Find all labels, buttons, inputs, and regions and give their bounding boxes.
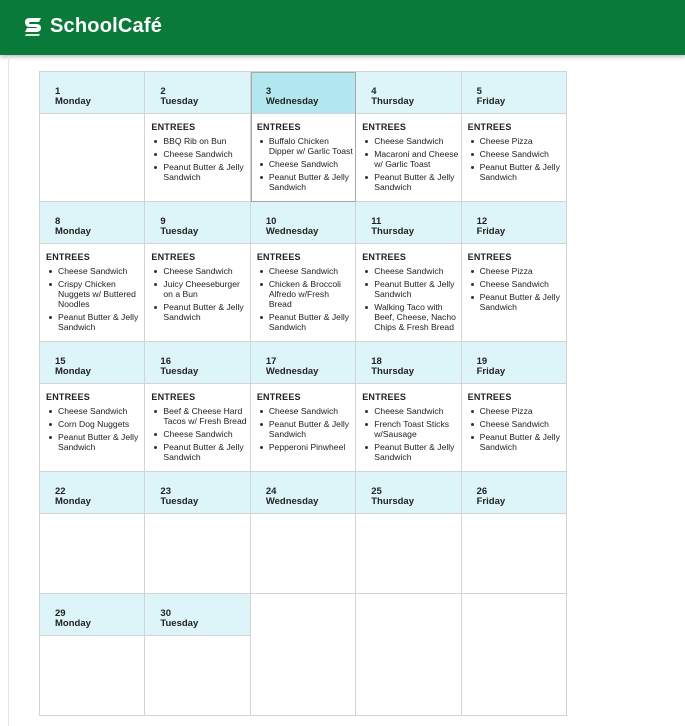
- day-header: [40, 72, 144, 114]
- day-name: Friday: [476, 366, 506, 377]
- calendar-day-29[interactable]: [40, 594, 145, 716]
- entree-item[interactable]: Peanut Butter & Jelly Sandwich: [151, 302, 247, 322]
- entree-item[interactable]: Cheese Pizza: [468, 266, 564, 276]
- entree-item[interactable]: Crispy Chicken Nuggets w/ Buttered Noodles: [46, 279, 142, 309]
- day-menu: [251, 514, 355, 522]
- day-header: [251, 472, 355, 514]
- day-menu: [145, 244, 249, 322]
- calendar-day-1[interactable]: [40, 72, 145, 202]
- day-header: [356, 342, 460, 384]
- calendar-day-10[interactable]: [251, 202, 356, 342]
- day-menu: [40, 514, 144, 522]
- calendar-day-11[interactable]: [356, 202, 461, 342]
- day-name: Tuesday: [160, 496, 199, 507]
- entree-item[interactable]: Cheese Sandwich: [257, 406, 353, 416]
- day-number: 8: [55, 216, 61, 227]
- entree-item[interactable]: Peanut Butter & Jelly Sandwich: [257, 172, 353, 192]
- menu-calendar: [39, 71, 567, 716]
- day-name: Tuesday: [160, 226, 199, 237]
- day-number: 19: [476, 356, 488, 367]
- entree-list: [468, 136, 564, 182]
- entree-item[interactable]: Cheese Sandwich: [151, 266, 247, 276]
- entree-item[interactable]: Peanut Butter & Jelly Sandwich: [151, 162, 247, 182]
- calendar-day-15[interactable]: [40, 342, 145, 472]
- entree-item[interactable]: Cheese Sandwich: [362, 266, 458, 276]
- entree-list: [468, 266, 564, 312]
- entree-item[interactable]: Pepperoni Pinwheel: [257, 442, 353, 452]
- entree-item[interactable]: Cheese Sandwich: [257, 159, 353, 169]
- calendar-day-30[interactable]: [145, 594, 250, 716]
- calendar-day-16[interactable]: [145, 342, 250, 472]
- day-number: 2: [160, 86, 166, 97]
- entrees-label: ENTREES: [151, 122, 196, 132]
- entree-item[interactable]: Cheese Sandwich: [46, 266, 142, 276]
- calendar-week: [40, 594, 567, 716]
- entree-item[interactable]: Peanut Butter & Jelly Sandwich: [257, 419, 353, 439]
- calendar-day-12[interactable]: [462, 202, 567, 342]
- day-header: [145, 594, 249, 636]
- day-header: [462, 342, 566, 384]
- day-menu: [462, 514, 566, 522]
- calendar-day-23[interactable]: [145, 472, 250, 594]
- entree-list: [468, 406, 564, 452]
- calendar-day-2[interactable]: [145, 72, 250, 202]
- entree-item[interactable]: Cheese Pizza: [468, 406, 564, 416]
- day-number: 30: [160, 608, 171, 619]
- schoolcafe-swirl-icon: [22, 15, 44, 37]
- calendar-day-22[interactable]: [40, 472, 145, 594]
- day-name: Friday: [476, 496, 506, 507]
- entree-item[interactable]: Cheese Sandwich: [468, 419, 564, 429]
- day-menu: [462, 384, 566, 452]
- day-menu: [145, 514, 249, 522]
- day-name: Monday: [55, 96, 91, 107]
- day-number: 24: [265, 486, 277, 497]
- calendar-day-9[interactable]: [145, 202, 250, 342]
- day-number: 10: [265, 216, 277, 227]
- day-number: 23: [160, 486, 171, 497]
- entrees-label: ENTREES: [256, 392, 301, 402]
- day-menu: [145, 114, 249, 182]
- day-menu: [40, 244, 144, 332]
- day-header: [40, 202, 144, 244]
- calendar-day-18[interactable]: [356, 342, 461, 472]
- day-header: [145, 472, 249, 514]
- day-menu: [40, 636, 144, 644]
- day-header: [462, 472, 566, 514]
- day-menu: [356, 384, 460, 462]
- calendar-day-24[interactable]: [251, 472, 356, 594]
- day-header: [145, 342, 249, 384]
- day-menu: [145, 636, 249, 644]
- calendar-week: [40, 202, 567, 342]
- entree-list: [257, 266, 353, 332]
- entrees-label: ENTREES: [362, 392, 407, 402]
- page-divider: [8, 56, 9, 726]
- entree-item[interactable]: BBQ Rib on Bun: [151, 136, 247, 146]
- entree-item[interactable]: Peanut Butter & Jelly Sandwich: [362, 172, 458, 192]
- day-name: Thursday: [371, 496, 414, 507]
- day-number: 25: [371, 486, 382, 497]
- day-header: [40, 342, 144, 384]
- entree-item[interactable]: Cheese Sandwich: [362, 406, 458, 416]
- empty-day-cell: [356, 594, 461, 716]
- day-number: 22: [55, 486, 66, 497]
- day-name: Friday: [476, 226, 506, 237]
- day-name: Thursday: [371, 96, 414, 107]
- day-menu: [251, 384, 355, 452]
- entree-item[interactable]: Peanut Butter & Jelly Sandwich: [46, 312, 142, 332]
- day-name: Monday: [55, 496, 91, 507]
- day-menu: [251, 244, 355, 332]
- day-name: Wednesday: [265, 226, 319, 237]
- app-header: [0, 0, 685, 55]
- day-name: Wednesday: [265, 96, 319, 107]
- entree-list: [362, 266, 458, 332]
- day-menu: [356, 114, 460, 192]
- day-menu: [462, 244, 566, 312]
- calendar-day-26[interactable]: [462, 472, 567, 594]
- day-header: [356, 72, 460, 114]
- entree-list: [46, 406, 142, 452]
- day-number: 3: [265, 86, 272, 97]
- day-number: 11: [371, 216, 382, 227]
- entree-item[interactable]: Cheese Sandwich: [362, 136, 458, 146]
- day-name: Wednesday: [265, 366, 319, 377]
- day-number: 1: [55, 86, 61, 97]
- entree-item[interactable]: Cheese Sandwich: [468, 149, 564, 159]
- calendar-day-8[interactable]: [40, 202, 145, 342]
- day-number: 15: [55, 356, 66, 367]
- calendar-week: [40, 342, 567, 472]
- day-number: 17: [265, 356, 277, 367]
- day-header: [145, 202, 249, 244]
- entree-list: [257, 406, 353, 452]
- entree-item[interactable]: Cheese Sandwich: [151, 149, 247, 159]
- entree-list: [151, 266, 247, 322]
- day-header: [40, 472, 144, 514]
- entrees-label: ENTREES: [46, 252, 90, 262]
- calendar-day-4[interactable]: [356, 72, 461, 202]
- day-name: Friday: [476, 96, 506, 107]
- calendar-day-3[interactable]: [251, 72, 356, 202]
- calendar-week: [40, 472, 567, 594]
- entree-item[interactable]: Macaroni and Cheese w/ Garlic Toast: [362, 149, 458, 169]
- entree-list: [362, 406, 458, 462]
- day-header: [462, 202, 566, 244]
- entree-item[interactable]: Peanut Butter & Jelly Sandwich: [468, 292, 564, 312]
- day-number: 9: [160, 216, 166, 227]
- entree-list: [151, 406, 247, 462]
- day-menu: [145, 384, 249, 462]
- day-number: 29: [55, 608, 66, 619]
- brand-logo[interactable]: [22, 13, 162, 39]
- day-header: [251, 342, 355, 384]
- day-number: 18: [371, 356, 382, 367]
- calendar-day-19[interactable]: [462, 342, 567, 472]
- day-name: Tuesday: [160, 618, 199, 629]
- entree-item[interactable]: Peanut Butter & Jelly Sandwich: [468, 162, 564, 182]
- day-header: [251, 202, 355, 244]
- day-menu: [40, 114, 144, 122]
- entree-item[interactable]: Peanut Butter & Jelly Sandwich: [46, 432, 142, 452]
- entree-item[interactable]: Chicken & Broccoli Alfredo w/Fresh Bread: [257, 279, 353, 309]
- entree-item[interactable]: Cheese Pizza: [468, 136, 564, 146]
- day-header: [40, 594, 144, 636]
- day-name: Thursday: [371, 366, 414, 377]
- entree-list: [362, 136, 458, 192]
- day-name: Wednesday: [265, 496, 319, 507]
- calendar-week: [40, 72, 567, 202]
- day-number: 4: [371, 86, 377, 97]
- entree-item[interactable]: Buffalo Chicken Dipper w/ Garlic Toast: [257, 136, 353, 156]
- day-number: 16: [160, 356, 171, 367]
- entree-list: [46, 266, 142, 332]
- entree-item[interactable]: Peanut Butter & Jelly Sandwich: [468, 432, 564, 452]
- day-name: Tuesday: [160, 366, 199, 377]
- entrees-label: ENTREES: [46, 392, 90, 402]
- entrees-label: ENTREES: [467, 392, 512, 402]
- day-number: 26: [476, 486, 488, 497]
- day-menu: [251, 114, 355, 192]
- day-name: Monday: [55, 226, 91, 237]
- entrees-label: ENTREES: [467, 122, 512, 132]
- entree-item[interactable]: Cheese Sandwich: [468, 279, 564, 289]
- entrees-label: ENTREES: [362, 122, 407, 132]
- entrees-label: ENTREES: [151, 392, 196, 402]
- entree-list: [257, 136, 353, 192]
- entree-item[interactable]: Juicy Cheeseburger on a Bun: [151, 279, 247, 299]
- calendar-day-25[interactable]: [356, 472, 461, 594]
- entree-item[interactable]: Peanut Butter & Jelly Sandwich: [362, 279, 458, 299]
- day-number: 5: [476, 86, 482, 97]
- day-header: [356, 202, 460, 244]
- entrees-label: ENTREES: [467, 252, 512, 262]
- entree-item[interactable]: French Toast Sticks w/Sausage: [362, 419, 458, 439]
- entrees-label: ENTREES: [362, 252, 407, 262]
- day-menu: [356, 514, 460, 522]
- entree-item[interactable]: Cheese Sandwich: [46, 406, 142, 416]
- entree-item[interactable]: Walking Taco with Beef, Cheese, Nacho Chips & Fresh Bread: [362, 302, 458, 332]
- day-name: Tuesday: [160, 96, 199, 107]
- day-header: [251, 72, 355, 114]
- entree-list: [151, 136, 247, 182]
- empty-day-cell: [251, 594, 356, 716]
- entree-item[interactable]: Corn Dog Nuggets: [46, 419, 142, 429]
- entree-item[interactable]: Peanut Butter & Jelly Sandwich: [257, 312, 353, 332]
- day-header: [462, 72, 566, 114]
- entrees-label: ENTREES: [256, 122, 301, 132]
- entree-item[interactable]: Peanut Butter & Jelly Sandwich: [362, 442, 458, 462]
- entree-item[interactable]: Cheese Sandwich: [257, 266, 353, 276]
- day-header: [145, 72, 249, 114]
- entree-item[interactable]: Beef & Cheese Hard Tacos w/ Fresh Bread: [151, 406, 247, 426]
- empty-day-cell: [462, 594, 567, 716]
- entrees-label: ENTREES: [256, 252, 301, 262]
- calendar-day-17[interactable]: [251, 342, 356, 472]
- day-menu: [462, 114, 566, 182]
- calendar-day-5[interactable]: [462, 72, 567, 202]
- day-number: 12: [476, 216, 488, 227]
- day-name: Thursday: [371, 226, 414, 237]
- day-menu: [356, 244, 460, 332]
- day-name: Monday: [55, 366, 91, 377]
- day-name: Monday: [55, 618, 91, 629]
- day-menu: [40, 384, 144, 452]
- brand-name: SchoolCafé: [50, 14, 163, 37]
- entree-item[interactable]: Cheese Sandwich: [151, 429, 247, 439]
- entree-item[interactable]: Peanut Butter & Jelly Sandwich: [151, 442, 247, 462]
- day-header: [356, 472, 460, 514]
- entrees-label: ENTREES: [151, 252, 196, 262]
